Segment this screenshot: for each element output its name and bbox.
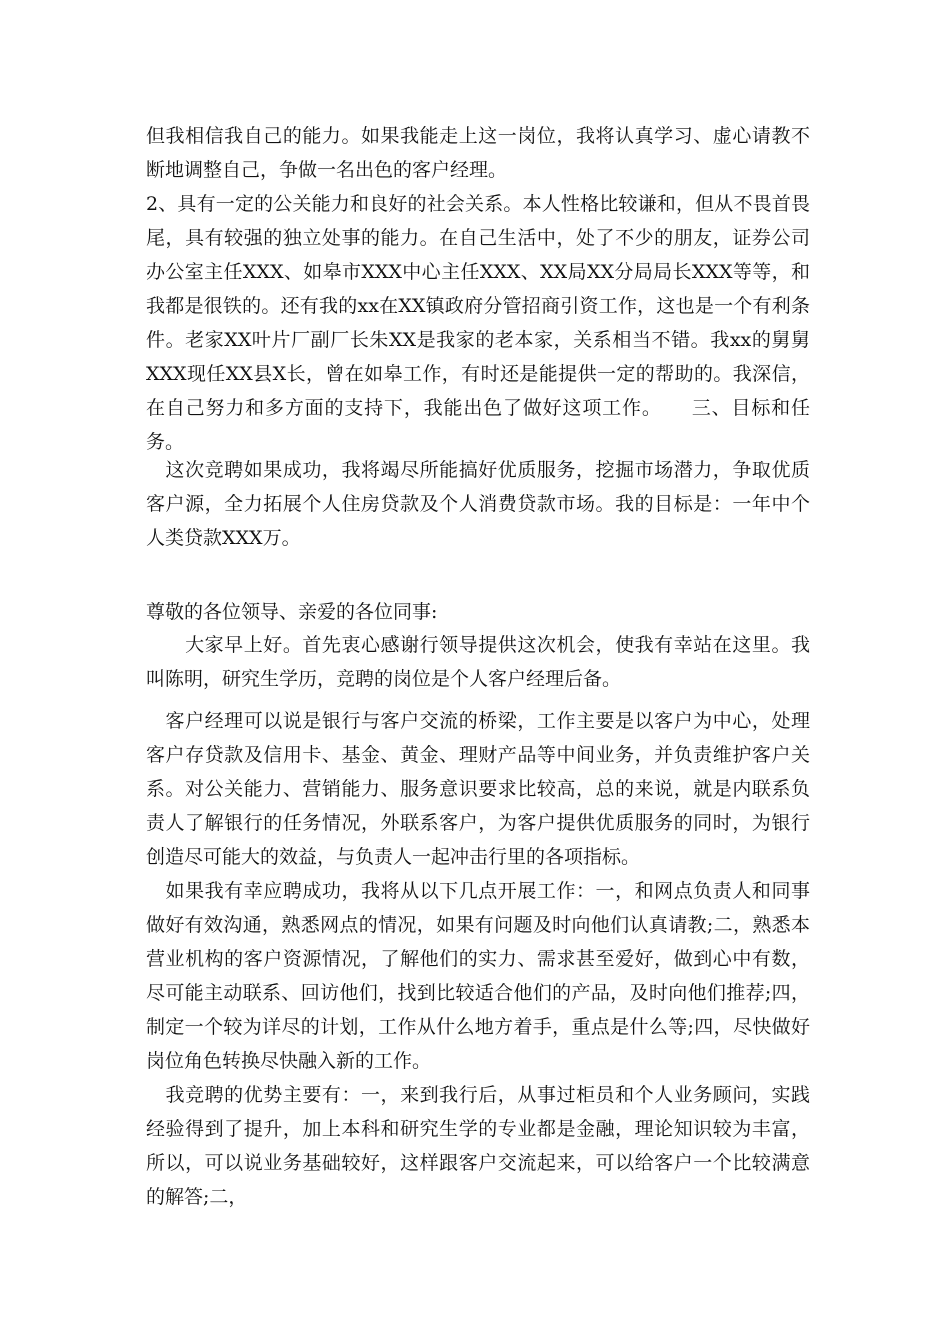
salutation bbox=[146, 595, 810, 629]
salutation-text: 尊敬的各位领导、亲爱的各位同事: bbox=[146, 601, 438, 623]
paragraph-1-text: 但我相信我自己的能力。如果我能走上这一岗位，我将认真学习、虚心请教不断地调整自己，争做一名出色的客户经理。 bbox=[146, 125, 810, 181]
paragraph-6 bbox=[146, 704, 810, 874]
paragraph-3 bbox=[146, 453, 810, 555]
paragraph-5-text: 大家早上好。首先衷心感谢行领导提供这次机会，使我有幸站在这里。我叫陈明，研究生学历，竞聘的岗位是个人客户经理后备。 bbox=[146, 634, 810, 690]
paragraph-2 bbox=[146, 187, 810, 459]
paragraph-7-text: 如果我有幸应聘成功，我将从以下几点开展工作：一，和网点负责人和同事做好有效沟通，熟悉网点的情况，如果有问题及时向他们认真请教;二，熟悉本营业机构的客户资源情况，了解他们的实力、需求甚至爱好，做到心中有数，尽可能主动联系、回访他们，找到比较适合他们的产品，及时向他们推荐;四，制定一个较为详尽的计划，工作从什么地方着手，重点是什么等;四，尽快做好岗位角色转换尽快融入新的工作。 bbox=[146, 880, 810, 1072]
paragraph-1 bbox=[146, 119, 810, 187]
paragraph-6-text: 客户经理可以说是银行与客户交流的桥梁，工作主要是以客户为中心，处理客户存贷款及信用卡、基金、黄金、理财产品等中间业务，并负责维护客户关系。对公关能力、营销能力、服务意识要求比较高，总的来说，就是内联系负责人了解银行的任务情况，外联系客户，为客户提供优质服务的同时，为银行创造尽可能大的效益，与负责人一起冲击行里的各项指标。 bbox=[146, 710, 810, 868]
paragraph-7 bbox=[146, 874, 810, 1078]
paragraph-3-text: 这次竞聘如果成功，我将竭尽所能搞好优质服务，挖掘市场潜力，争取优质客户源，全力拓展个人住房贷款及个人消费贷款市场。我的目标是：一年中个人类贷款XXX万。 bbox=[146, 459, 810, 549]
paragraph-8 bbox=[146, 1078, 810, 1214]
paragraph-2-text: 2、具有一定的公关能力和良好的社会关系。本人性格比较谦和，但从不畏首畏尾，具有较强的独立处事的能力。在自己生活中，处了不少的朋友，证券公司办公室主任XXX、如皋市XXX中心主任XXX、XX局XX分局局长XXX等等，和我都是很铁的。还有我的xx在XX镇政府分管招商引资工作，这也是一个有利条件。老家XX叶片厂副厂长朱XX是我家的老本家，关系相当不错。我xx的舅舅XXX现任XX县X长，曾在如皋工作，有时还是能提供一定的帮助的。我深信，在自己努力和多方面的支持下，我能出色了做好这项工作。 三、目标和任务。 bbox=[146, 193, 810, 453]
paragraph-8-text: 我竞聘的优势主要有：一，来到我行后，从事过柜员和个人业务顾问，实践经验得到了提升，加上本科和研究生学的专业都是金融，理论知识较为丰富，所以，可以说业务基础较好，这样跟客户交流起来，可以给客户一个比较满意的解答;二， bbox=[146, 1084, 810, 1208]
paragraph-5 bbox=[146, 628, 810, 696]
